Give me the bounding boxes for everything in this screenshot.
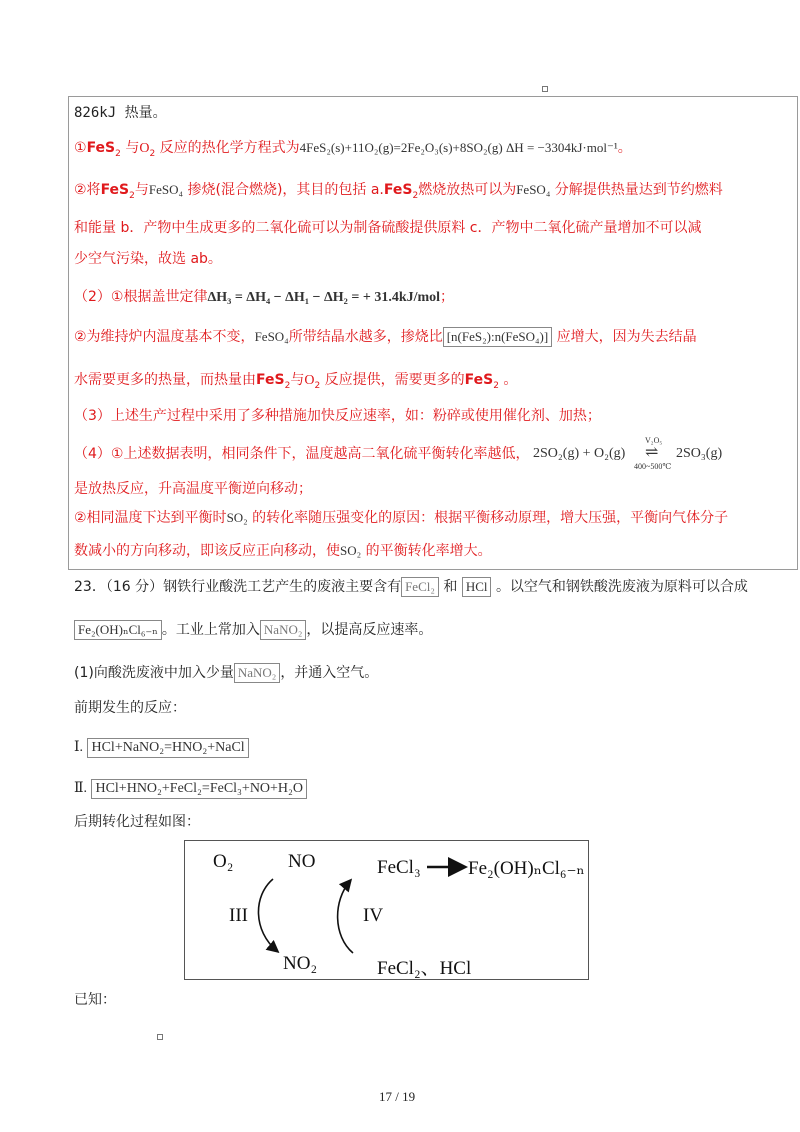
reaction-2: Ⅱ. HCl+HNO₂+FeCl₂=FeCl₃+NO+H₂O [74, 778, 307, 799]
arrow-iv-icon [338, 881, 353, 953]
question-23-line-2: Fe₂(OH)ₙCl₆₋ₙ 。工业上常加入 NaNO₂ ，以提高反应速率。 [74, 620, 432, 640]
answer-line-12: ②相同温度下达到平衡时SO₂ 的转化率随压强变化的原因：根据平衡移动原理，增大压强，平衡向气体分子 [74, 510, 729, 526]
answer-line-10: （4）①上述数据表明，相同条件下，温度越高二氧化硫平衡转化率越低， [74, 446, 530, 462]
thermochemical-equation: 4FeS₂(s)+11O₂(g)=2Fe₂O₃(s)+8SO₂(g) ΔH = −3304kJ·mol⁻¹ [299, 140, 618, 155]
answer-line-8: 水需要更多的热量，而热量由FeS$_2$与$O_2$ 反应提供，需要更多的FeS$_2$ 。 [74, 372, 518, 391]
reversible-arrow-icon: ⇌ [645, 444, 659, 461]
product-label: Fe₂(OH)ₙCl₆₋ₙ [468, 858, 585, 879]
answer-line-3: ②将FeS$_2$与FeSO₄ 掺烧(混合燃烧)，其目的包括 a.FeS$_2$燃烧放热可以为FeSO₄ 分解提供热量达到节约燃料 [74, 182, 723, 201]
known-heading: 已知： [74, 992, 116, 1008]
question-23-intro: 23．（16 分）钢铁行业酸洗工艺产生的废液主要含有 FeCl₂ 和 HCl 。以空气和钢铁酸洗废液为原料可以合成 [74, 579, 748, 595]
hess-law-equation: ΔH₃ = ΔH₄ − ΔH₁ − ΔH₂ = + 31.4kJ/mol [207, 290, 441, 305]
question-part-1: (1)向酸洗废液中加入少量 NaNO₂ ，并通入空气。 [74, 665, 379, 681]
step-iv-label: IV [363, 905, 384, 926]
page-number: 17 / 19 [379, 1089, 416, 1104]
no2-label: NO₂ [283, 953, 318, 974]
answer-line-4: 和能量 b．产物中生成更多的二氧化硫可以为制备硫酸提供原料 c．产物中二氧化硫产量增加不可以减 [74, 220, 702, 236]
conversion-diagram [184, 840, 589, 980]
answer-line-5: 少空气污染，故选 ab。 [74, 251, 222, 267]
equilibrium-equation: 2SO₂(g) + O₂(g) V₂O₅ ⇌ 400~500℃ 2SO₃(g) [533, 436, 723, 471]
mixing-ratio-formula: [n(FeS₂):n(FeSO₄)] [443, 327, 553, 347]
answer-line-11: 是放热反应，升高温度平衡逆向移动； [74, 481, 312, 497]
answer-line-6: （2）①根据盖世定律ΔH₃ = ΔH₄ − ΔH₁ − ΔH₂ = + 31.4kJ/mol； [74, 287, 454, 308]
later-process-heading: 后期转化过程如图： [74, 814, 200, 830]
answer-line-1: 826kJ 热量。 [74, 105, 167, 121]
early-reactions-heading: 前期发生的反应： [74, 700, 186, 716]
step-iii-label: III [229, 905, 248, 926]
answer-line-9: （3）上述生产过程中采用了多种措施加快反应速率，如：粉碎或使用催化剂、加热； [74, 408, 601, 424]
corner-mark [157, 1034, 163, 1040]
cycle-arrows [185, 841, 590, 981]
target-compound: Fe₂(OH)ₙCl₆₋ₙ [74, 620, 162, 640]
answer-line-13: 数减小的方向移动，即该反应正向移动，使SO₂ 的平衡转化率增大。 [74, 543, 492, 559]
arrow-iii-icon [258, 879, 277, 951]
o2-label: O₂ [213, 851, 234, 872]
no-label: NO [288, 851, 316, 872]
answer-line-2: ①FeS$_2$ 与$O_2$ 反应的热化学方程式为4FeS₂(s)+11O₂(g)=2Fe₂O₃(s)+8SO₂(g) ΔH = −3304kJ·mol⁻¹。 [74, 140, 632, 159]
fecl3-label: FeCl₃ [377, 857, 421, 878]
corner-mark [542, 86, 548, 92]
answer-line-7: ②为维持炉内温度基本不变，FeSO₄所带结晶水越多，掺烧比 [n(FeS₂):n(FeSO₄)] 应增大，因为失去结晶 [74, 329, 697, 345]
reaction-1: Ⅰ. HCl+NaNO₂=HNO₂+NaCl [74, 737, 249, 758]
fecl2-hcl-label: FeCl₂、HCl [377, 958, 472, 979]
